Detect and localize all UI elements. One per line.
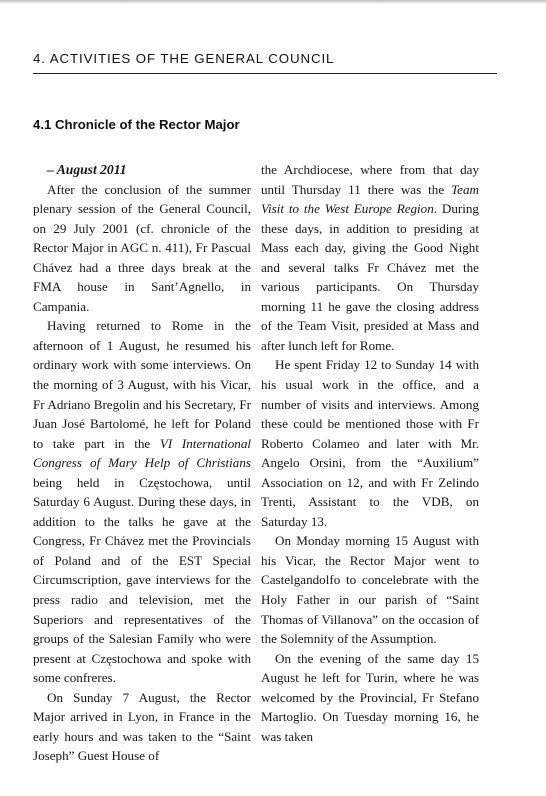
left-column (33, 160, 251, 766)
paragraph (33, 316, 251, 687)
paragraph: After the conclusion of the summer plenary session of the General Council, on 29 July 2001 (cf. chronicle of the Rector Major in AGC n. 411), Fr Pascual Chávez had a three days break at the FMA house in Sant’Agnello, in Campania. (33, 181, 251, 314)
scan-shadow (0, 0, 546, 4)
running-head: 4. ACTIVITIES OF THE GENERAL COUNCIL (33, 51, 335, 66)
text-run: . During these days, in addition to presiding at Mass each day, giving the Good Night and several talks Fr Chávez met the various participants. On Thursday morning 11 he gave the closing address of the Team Visit, presided at Mass and after lunch left for Rome. (261, 201, 479, 353)
paragraph: On Sunday 7 August, the Rector Major arrived in Lyon, in France in the early hours and was taken to the “Saint Joseph” Guest House of (33, 689, 251, 764)
paragraph: He spent Friday 12 to Sunday 14 with his usual work in the office, and a number of visits and interviews. Among these could be mentioned those with Fr Roberto Colameo and later with Mr. Angelo Orsini, from the “Auxilium” Association on 12, and with Fr Zelindo Trenti, Assistant to the VDB, on Saturday 13. (261, 357, 479, 529)
text-run: the Archdiocese, where from that day until Thursday 11 there was the (261, 162, 479, 197)
paragraph (261, 160, 479, 355)
paragraph: On Monday morning 15 August with his Vicar, the Rector Major went to Castelgandolfo to concelebrate with the Holy Father in our parish of “Saint Thomas of Villanova” on the occasion of the Solemnity of the Assumption. (261, 533, 479, 647)
month-heading: – August 2011 (47, 162, 127, 177)
section-title: 4.1 Chronicle of the Rector Major (33, 117, 240, 132)
text-run: being held in Częstochowa, until Saturday 6 August. During these days, in addition to the talks he gave at the Congress, Fr Chávez met the Provincials of Poland and of the EST Special Circumscription, gave interviews for the press radio and television, met the Superiors and representatives of the groups of the Salesian Family who were present at Częstochowa and spoke with some confreres. (33, 474, 251, 686)
team-visit-title: Team Visit to the West Europe Region (261, 181, 479, 217)
right-column (261, 160, 479, 746)
congress-title: VI International Congress of Mary Help of Christians (33, 435, 252, 471)
text-run: Having returned to Rome in the afternoon of 1 August, he resumed his ordinary work with some interviews. On the morning of 3 August, with his Vicar, Fr Adriano Bregolin and his Secretary, Fr Juan José Bartolomé, he left for Poland to take part in the (33, 318, 251, 451)
paragraph: On the evening of the same day 15 August he left for Turin, where he was welcomed by the Provincial, Fr Stefano Martoglio. On Tuesday morning 16, he was taken (261, 650, 479, 744)
header-rule (33, 73, 497, 74)
